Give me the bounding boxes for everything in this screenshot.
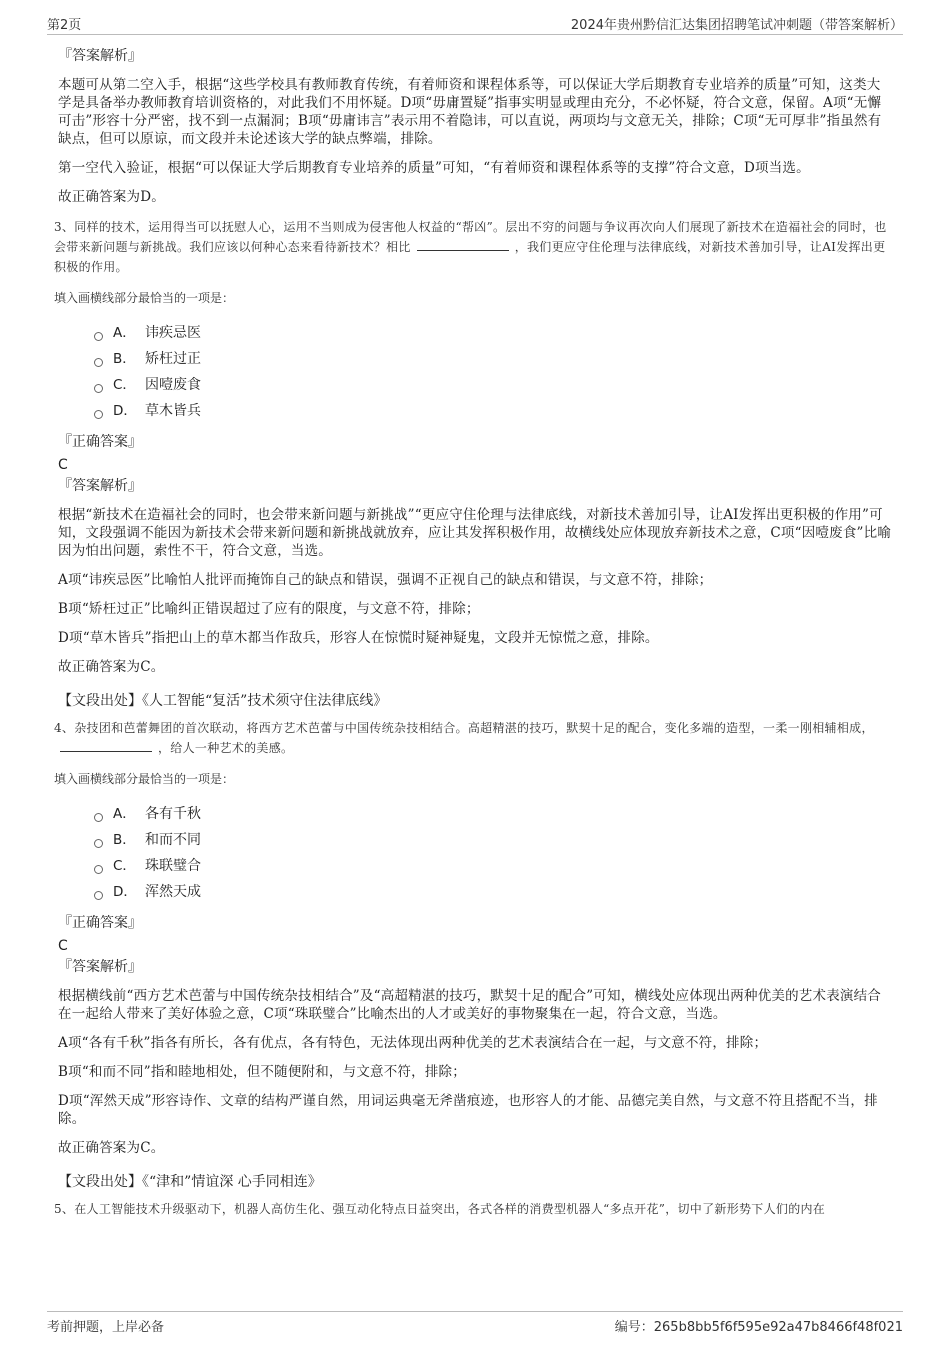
option-text: 浑然天成 (145, 884, 201, 900)
document-body (56, 46, 894, 1229)
radio-icon[interactable] (94, 358, 103, 367)
analysis-conclusion: 故正确答案为D。 (58, 189, 165, 205)
option-letter: A． (113, 325, 136, 341)
option-text: 和而不同 (145, 832, 201, 848)
option-letter: A． (113, 806, 136, 822)
option-letter: D． (113, 884, 137, 900)
fill-blank (417, 238, 509, 251)
analysis-tag: 『答案解析』 (58, 478, 142, 494)
analysis-paragraph: 第一空代入验证，根据“可以保证大学后期教育专业培养的质量”可知，“有着师资和课程体系等的支撑”符合文意，D项当选。 (58, 160, 810, 176)
fill-blank (60, 739, 152, 752)
option-text: 矫枉过正 (145, 351, 201, 367)
option-letter: D． (113, 403, 137, 419)
analysis-tag: 『答案解析』 (58, 48, 142, 64)
document-id: 编号：265b8bb5f6f595e92a47b8466f48f021 (614, 1320, 903, 1335)
option-letter: C． (113, 858, 136, 874)
page-number: 第2页 (47, 18, 82, 33)
text-source: 【文段出处】《人工智能“复活”技术须守住法律底线》 (58, 693, 388, 709)
question-4-options (94, 801, 894, 905)
option-text: 草木皆兵 (145, 403, 201, 419)
question-prompt: 填入画横线部分最恰当的一项是： (54, 772, 235, 786)
text-source: 【文段出处】《“津和”情谊深 心手同相连》 (58, 1174, 322, 1190)
radio-icon[interactable] (94, 865, 103, 874)
option-text: 珠联璧合 (145, 858, 201, 874)
analysis-paragraph: D项“草木皆兵”指把山上的草木都当作敌兵，形容人在惊慌时疑神疑鬼，文段并无惊慌之意，排除。 (58, 630, 659, 646)
option-c[interactable] (94, 372, 894, 398)
question-5-stem: 5、在人工智能技术升级驱动下，机器人高仿生化、强互动化特点日益突出，各式各样的消费型机器人“多点开花”，切中了新形势下人们的内在 (54, 1202, 826, 1216)
option-text: 因噎废食 (145, 377, 201, 393)
option-letter: B． (113, 832, 136, 848)
radio-icon[interactable] (94, 891, 103, 900)
analysis-paragraph: B项“矫枉过正”比喻纠正错误超过了应有的限度，与文意不符，排除； (58, 601, 480, 617)
analysis-paragraph: A项“讳疾忌医”比喻怕人批评而掩饰自己的缺点和错误，强调不正视自己的缺点和错误，与文意不符，排除； (58, 572, 713, 588)
question-3-options (94, 320, 894, 424)
correct-answer-tag: 『正确答案』 (58, 915, 142, 931)
correct-answer-tag: 『正确答案』 (58, 434, 142, 450)
stem-text: 4、杂技团和芭蕾舞团的首次联动，将西方艺术芭蕾与中国传统杂技相结合。高超精湛的技巧，默契十足的配合，变化多端的造型，一柔一刚相辅相成， (54, 721, 874, 735)
radio-icon[interactable] (94, 384, 103, 393)
radio-icon[interactable] (94, 839, 103, 848)
option-d[interactable] (94, 398, 894, 424)
page-footer (47, 1311, 903, 1334)
analysis-paragraph: 根据横线前“西方艺术芭蕾与中国传统杂技相结合”及“高超精湛的技巧，默契十足的配合”可知，横线处应体现出两种优美的艺术表演结合在一起给人带来了美好体验之意，C项“珠联璧合”比喻杰出的人才或美好的事物聚集在一起，符合文意，当选。 (58, 988, 882, 1022)
analysis-paragraph: D项“浑然天成”形容诗作、文章的结构严谨自然，用词运典毫无斧凿痕迹，也形容人的才能、品德完美自然，与文意不符且搭配不当，排除。 (58, 1093, 878, 1127)
question-4-stem (54, 718, 894, 758)
option-letter: B． (113, 351, 136, 367)
option-b[interactable] (94, 346, 894, 372)
question-prompt: 填入画横线部分最恰当的一项是： (54, 291, 235, 305)
analysis-conclusion: 故正确答案为C。 (58, 659, 165, 675)
analysis-paragraph: B项“和而不同”指和睦地相处，但不随便附和，与文意不符，排除； (58, 1064, 466, 1080)
question-3-stem (54, 217, 894, 277)
correct-answer: C (58, 457, 68, 473)
correct-answer: C (58, 938, 68, 954)
radio-icon[interactable] (94, 332, 103, 341)
stem-text: 3、同样的技术，运用得当可以抚慰人心，运用不当则成为侵害他人权益的“帮凶”。层出不穷的问题与争议再次向人们展现了新技术在造福社会的同时，也会带来新问题与新挑战。我们应该以何种心态来看待新技术？相比 (54, 220, 887, 254)
analysis-paragraph: 本题可从第二空入手，根据“这些学校具有教师教育传统，有着师资和课程体系等，可以保证大学后期教育专业培养的质量”可知，这类大学是具备举办教师教育培训资格的，对此我们不用怀疑。D项“毋庸置疑”指事实明显或理由充分，不必怀疑，符合文意，保留。A项“无懈可击”形容十分严密，找不到一点漏洞；B项“毋庸讳言”表示用不着隐讳，可以直说，两项均与文意无关，排除；C项“无可厚非”指虽然有缺点，但可以原谅，而文段并未论述该大学的缺点弊端，排除。 (58, 77, 882, 147)
radio-icon[interactable] (94, 410, 103, 419)
option-a[interactable] (94, 801, 894, 827)
footer-slogan: 考前押题，上岸必备 (47, 1320, 165, 1335)
option-letter: C． (113, 377, 136, 393)
analysis-paragraph: 根据“新技术在造福社会的同时，也会带来新问题与新挑战”“更应守住伦理与法律底线，对新技术善加引导，让AI发挥出更积极的作用”可知，文段强调不能因为新技术会带来新问题和新挑战就放弃，应让其发挥积极作用，故横线处应体现放弃新技术之意，C项“因噎废食”比喻因为怕出问题，索性不干，符合文意，当选。 (58, 507, 892, 559)
stem-text: ，我们更应守住伦理与法律底线，对新技术善加引导，让AI发挥出更积极的作用。 (54, 240, 886, 274)
option-text: 讳疾忌医 (145, 325, 201, 341)
option-a[interactable] (94, 320, 894, 346)
analysis-paragraph: A项“各有千秋”指各有所长，各有优点，各有特色，无法体现出两种优美的艺术表演结合在一起，与文意不符，排除； (58, 1035, 768, 1051)
stem-text: ，给人一种艺术的美感。 (158, 741, 294, 755)
option-d[interactable] (94, 879, 894, 905)
radio-icon[interactable] (94, 813, 103, 822)
option-b[interactable] (94, 827, 894, 853)
page-header (47, 12, 903, 35)
option-text: 各有千秋 (145, 806, 201, 822)
option-c[interactable] (94, 853, 894, 879)
document-title: 2024年贵州黔信汇达集团招聘笔试冲刺题（带答案解析） (570, 18, 903, 33)
analysis-conclusion: 故正确答案为C。 (58, 1140, 165, 1156)
analysis-tag: 『答案解析』 (58, 959, 142, 975)
